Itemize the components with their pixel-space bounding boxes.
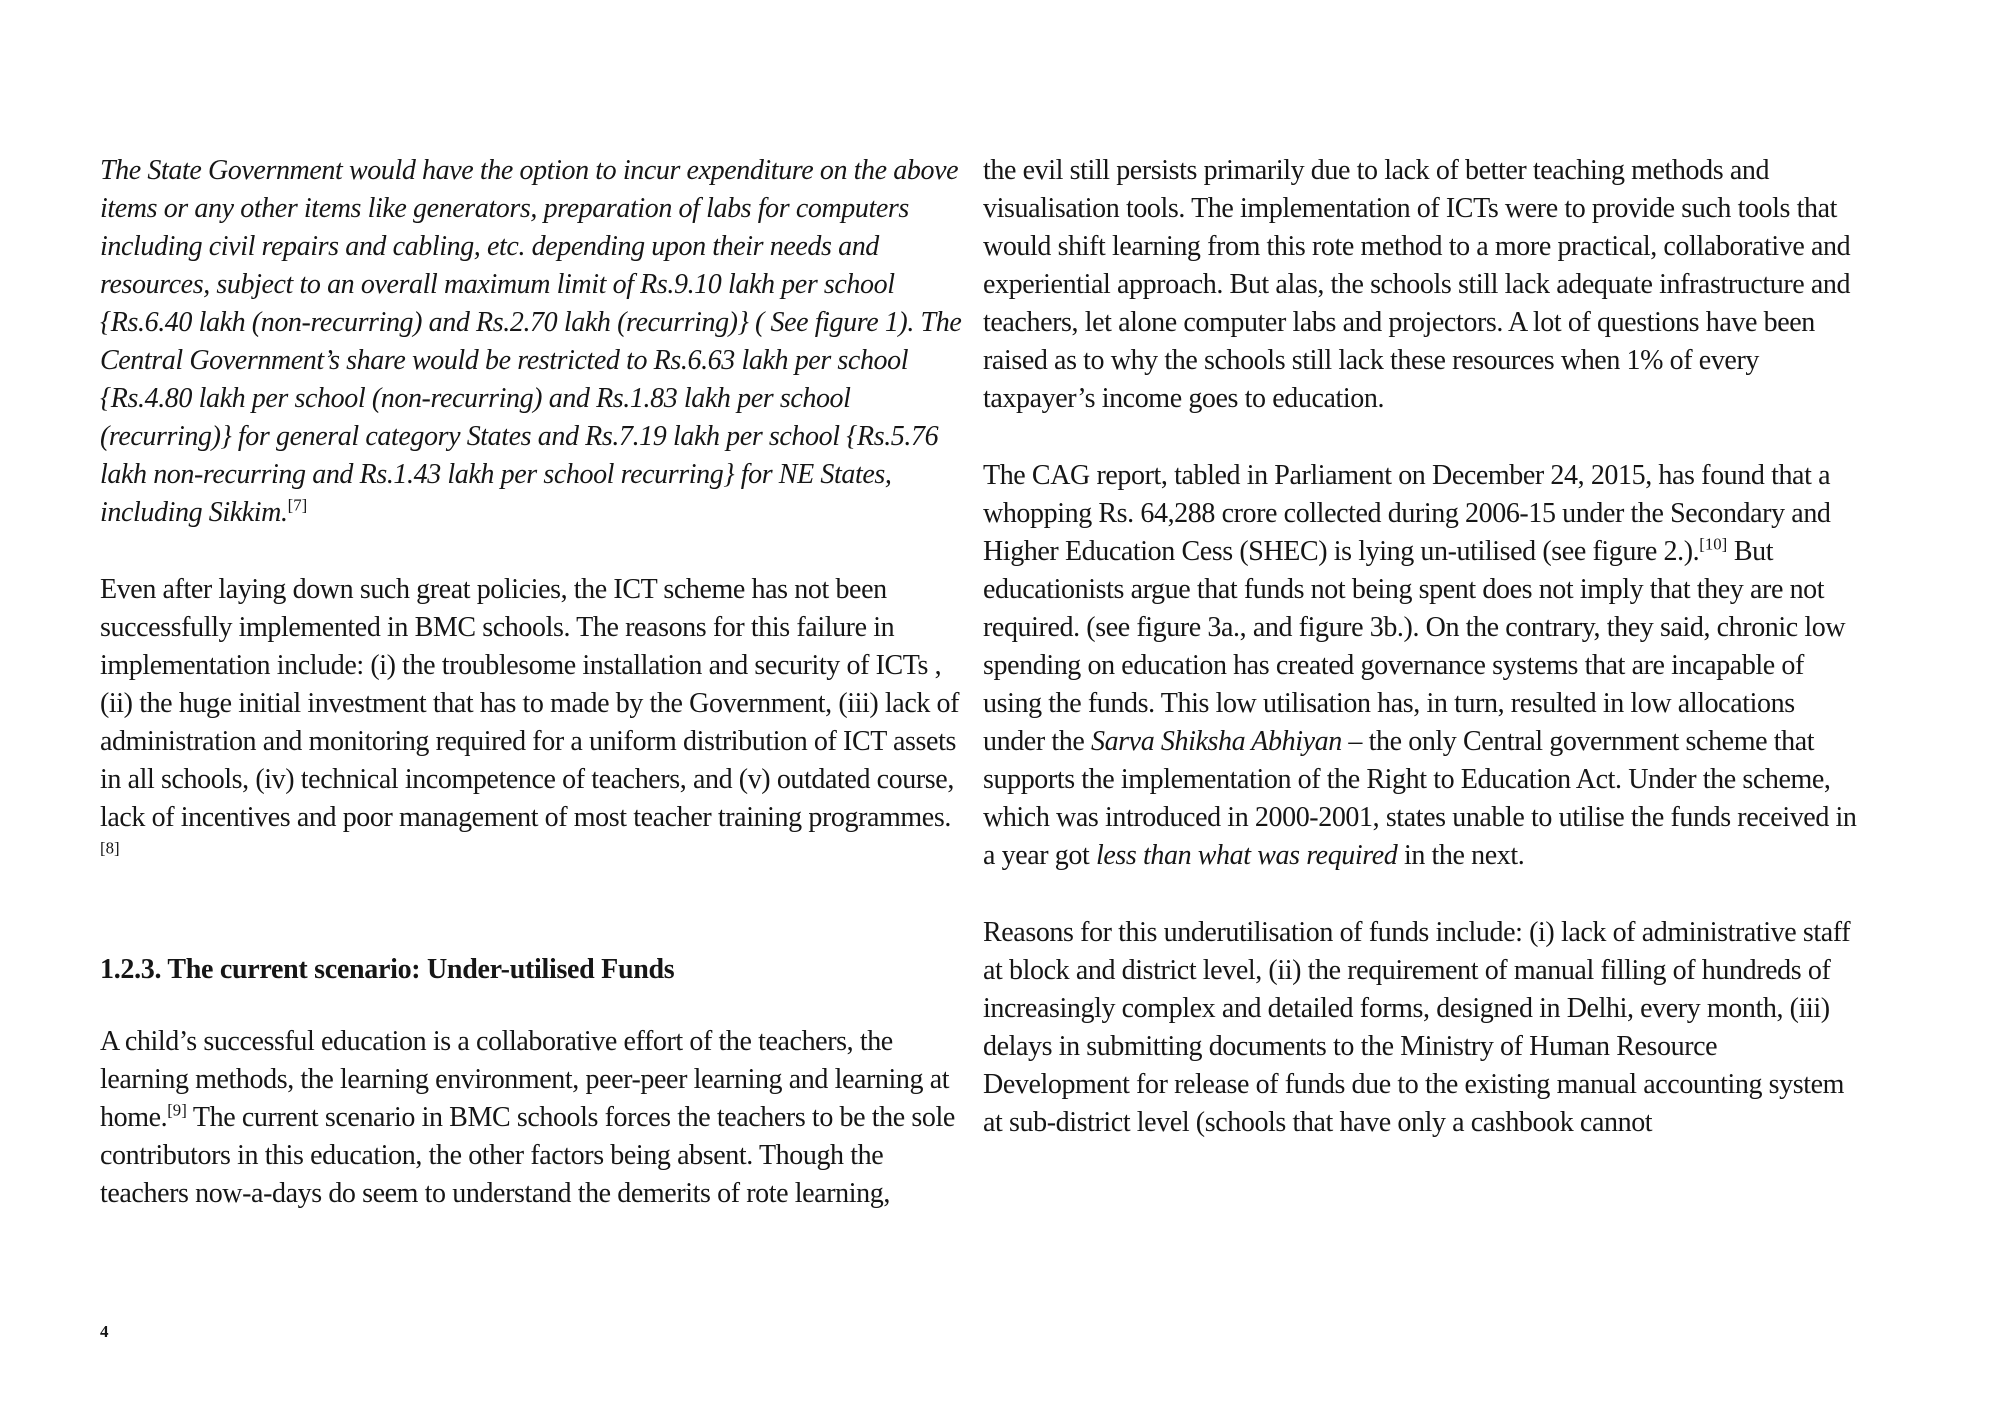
less-than-required-italic: less than what was required	[1096, 840, 1398, 871]
cag-report-text-2: But educationists argue that funds not being spent does not imply that they are not required. (see figure 3a., and figure 3b.). On the contrary, they said, chronic low spending on education has created governance systems that are incapable of using the funds. This low utilisation has, in turn, resulted in low allocations under the	[983, 536, 1846, 757]
footnote-ref-10: [10]	[1699, 534, 1728, 554]
cag-report-text-3: – the only Central government scheme that supports the implementation of the Right to Education Act. Under the scheme, which was introduced in 2000-2001, states unable to utilise the funds received in a year got	[983, 726, 1857, 871]
footnote-ref-9: [9]	[167, 1100, 187, 1120]
cag-report-paragraph	[983, 457, 1858, 875]
sarva-shiksha-abhiyan-italic: Sarva Shiksha Abhiyan	[1090, 726, 1342, 757]
underutilisation-reasons-paragraph: Reasons for this underutilisation of funds include: (i) lack of administrative staff at block and district level, (ii) the requirement of manual filling of hundreds of increasingly complex and detailed forms, designed in Delhi, every month, (iii) delays in submitting documents to the Ministry of Human Resource Development for release of funds due to the existing manual accounting system at sub-district level (schools that have only a cashbook cannot	[983, 917, 1851, 1138]
page-number: 4	[100, 1322, 109, 1341]
footnote-ref-8: [8]	[100, 838, 120, 858]
cag-report-text-4: in the next.	[1397, 840, 1525, 871]
child-education-text-before: A child’s successful education is a collaborative effort of the teachers, the learning methods, the learning environment, peer-peer learning and learning at home.	[100, 1026, 950, 1133]
teaching-methods-paragraph: the evil still persists primarily due to lack of better teaching methods and visualisation tools. The implementation of ICTs were to provide such tools that would shift learning from this rote method to a more practical, collaborative and experiential approach. But alas, the schools still lack adequate infrastructure and teachers, let alone computer labs and projectors. A lot of questions have been raised as to why the schools still lack these resources when 1% of every taxpayer’s income goes to education.	[983, 155, 1851, 414]
right-text-column	[983, 152, 1858, 1181]
policy-quote-paragraph	[100, 152, 962, 532]
ict-failure-text: Even after laying down such great policies, the ICT scheme has not been successfully implemented in BMC schools. The reasons for this failure in implementation include: (i) the troublesome installation and security of ICTs , (ii) the huge initial investment that has to made by the Government, (iii) lack of administration and monitoring required for a uniform distribution of ICT assets in all schools, (iv) technical incompetence of teachers, and (v) outdated course, lack of incentives and poor management of most teacher training programmes.	[100, 574, 960, 833]
policy-quote-text: The State Government would have the option to incur expenditure on the above items or any other items like generators, preparation of labs for computers including civil repairs and cabling, etc. depending upon their needs and resources, subject to an overall maximum limit of Rs.9.10 lakh per school {Rs.6.40 lakh (non-recurring) and Rs.2.70 lakh (recurring)} ( See figure 1). The Central Government’s share would be restricted to Rs.6.63 lakh per school {Rs.4.80 lakh per school (non-recurring) and Rs.1.83 lakh per school (recurring)} for general category States and Rs.7.19 lakh per school {Rs.5.76 lakh non-recurring and Rs.1.43 lakh per school recurring} for NE States, including Sikkim.	[100, 155, 962, 528]
footnote-ref-7: [7]	[287, 495, 308, 515]
child-education-paragraph	[100, 1023, 962, 1213]
child-education-text-after: The current scenario in BMC schools forces the teachers to be the sole contributors in this education, the other factors being absent. Though the teachers now-a-days do seem to understand the demerits of rote learning,	[100, 1102, 955, 1209]
section-heading: 1.2.3. The current scenario: Under-utilised Funds	[100, 954, 675, 985]
cag-report-text-1: The CAG report, tabled in Parliament on December 24, 2015, has found that a whopping Rs. 64,288 crore collected during 2006-15 under the Secondary and Higher Education Cess (SHEC) is lying un-utilised (see figure 2.).	[983, 460, 1831, 567]
ict-failure-paragraph	[100, 571, 962, 875]
left-text-column	[100, 152, 962, 1252]
